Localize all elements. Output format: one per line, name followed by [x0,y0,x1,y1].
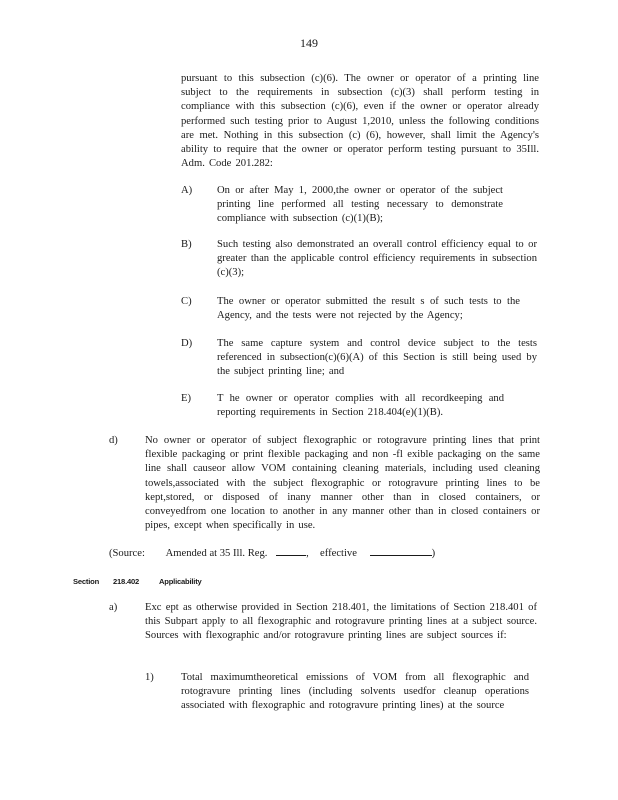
subsection-a-label: a) [109,602,118,613]
condition-label-e: E) [181,393,191,404]
subsection-a-text: Exc ept as otherwise provided in Section 218.401, the limitations of Section 218.401 of this Subpart apply to all flexographic and rotogravure printing lines at a subject source. Sources with flexographic and/or rotogravure printing lines are subject sources if: [145,602,537,642]
effective-date-blank [370,545,432,556]
source-amended: Amended at 35 Ill. Reg. [165,548,268,559]
intro-paragraph: pursuant to this subsection (c)(6). The owner or operator of a printing line subject to the requirements in subsection (c)(3) shall perform testing in compliance with this subsection (c)(6), even if the owner or operator already performed such testing prior to August 1,2010, unless the following conditions are met. Nothing in this subsection (c) (6), however, shall limit the Agency's ability to require that the owner or operator perform testing pursuant to 35Ill. Adm. Code 201.282: [181,73,539,170]
register-blank [276,545,306,556]
section-number: 218.402 [113,577,140,586]
condition-text-d: The same capture system and control device subject to the tests referenced in subsection(c)(6)(A) of this Section is still being used by the subject printing line; and [217,338,537,378]
section-word: Section [73,577,100,586]
subsection-d-text: No owner or operator of subject flexographic or rotogravure printing lines that print flexible packaging or print flexible packaging and non -fl exible packaging on the same line shall causeor allow VOM containing cleaning materials, including used cleaning towels,associated with the subject flexographic or rotogravure printing lines to be kept,stored, or disposed of inany manner other than in closed containers, or conveyedfrom one location to another in any manner other than in closed containers or pipes, except when specifically in use. [145,435,540,532]
subsection-d-label: d) [109,435,118,446]
page-number: 149 [300,36,318,50]
condition-text-e: T he owner or operator complies with all recordkeeping and reporting requirements in Section 218.404(e)(1)(B). [217,393,504,419]
condition-text-c: The owner or operator submitted the result s of such tests to the Agency, and the tests were not rejected by the Agency; [217,296,520,322]
condition-label-a: A) [181,185,193,196]
source-comma: , [306,548,309,559]
item-1-label: 1) [145,672,154,683]
section-title: Applicability [159,577,202,586]
item-1-text: Total maximumtheoretical emissions of VOM from all flexographic and rotogravure printing lines (including solvents usedfor cleanup operations associated with flexographic and rotogravure printing lines) at the source [181,672,529,712]
condition-label-c: C) [181,296,192,307]
source-effective: effective [320,548,357,559]
condition-text-a: On or after May 1, 2000,the owner or operator of the subject printing line performed all testing necessary to demonstrate compliance with subsection (c)(1)(B); [217,185,503,225]
source-open: (Source: [109,548,145,559]
source-note [109,545,435,561]
condition-text-b: Such testing also demonstrated an overall control efficiency equal to or greater than the applicable control efficiency requirements in subsection (c)(3); [217,239,537,279]
source-close: ) [431,548,436,559]
condition-label-b: B) [181,239,192,250]
condition-label-d: D) [181,338,193,349]
